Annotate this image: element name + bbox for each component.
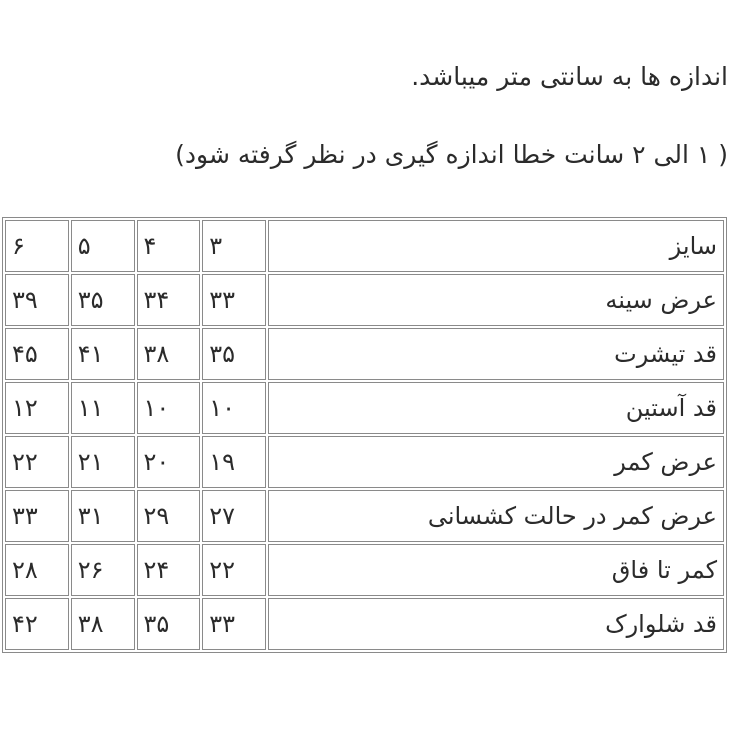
row-label: عرض کمر در حالت کشسانی [268,490,724,542]
table-cell: ۳۸ [137,328,201,380]
table-cell: ۱۰ [137,382,201,434]
table-cell: ۳۳ [202,274,266,326]
table-cell: ۵ [71,220,135,272]
row-label: عرض سینه [268,274,724,326]
table-cell: ۱۹ [202,436,266,488]
table-cell: ۴۲ [5,598,69,650]
table-cell: ۱۰ [202,382,266,434]
table-row [5,382,724,434]
table-cell: ۳۳ [5,490,69,542]
table-row [5,598,724,650]
table-cell: ۶ [5,220,69,272]
table-cell: ۳۱ [71,490,135,542]
row-label: عرض کمر [268,436,724,488]
table-cell: ۲۱ [71,436,135,488]
table-cell: ۴ [137,220,201,272]
table-cell: ۴۵ [5,328,69,380]
table-cell: ۳۹ [5,274,69,326]
row-label: قد آستین [268,382,724,434]
table-cell: ۳۳ [202,598,266,650]
row-label: قد تیشرت [268,328,724,380]
table-cell: ۱۲ [5,382,69,434]
size-table [2,217,727,653]
table-row [5,436,724,488]
table-cell: ۲۲ [202,544,266,596]
row-label: قد شلوارک [268,598,724,650]
row-label: کمر تا فاق [268,544,724,596]
table-cell: ۲۲ [5,436,69,488]
table-cell: ۱۱ [71,382,135,434]
table-cell: ۲۶ [71,544,135,596]
table-cell: ۲۷ [202,490,266,542]
row-label: سایز [268,220,724,272]
table-cell: ۲۴ [137,544,201,596]
table-row [5,544,724,596]
table-row [5,328,724,380]
table-cell: ۲۹ [137,490,201,542]
table-row [5,490,724,542]
table-row [5,220,724,272]
size-table-container [2,217,727,653]
table-cell: ۳۵ [137,598,201,650]
unit-note: اندازه ها به سانتی متر میباشد. [411,62,728,91]
table-cell: ۳۵ [71,274,135,326]
table-cell: ۳۵ [202,328,266,380]
tolerance-note: ( ۱ الی ۲ سانت خطا اندازه گیری در نظر گرفته شود) [175,140,728,169]
table-cell: ۳۸ [71,598,135,650]
table-cell: ۳ [202,220,266,272]
table-cell: ۴۱ [71,328,135,380]
table-cell: ۲۰ [137,436,201,488]
table-cell: ۳۴ [137,274,201,326]
table-cell: ۲۸ [5,544,69,596]
table-row [5,274,724,326]
